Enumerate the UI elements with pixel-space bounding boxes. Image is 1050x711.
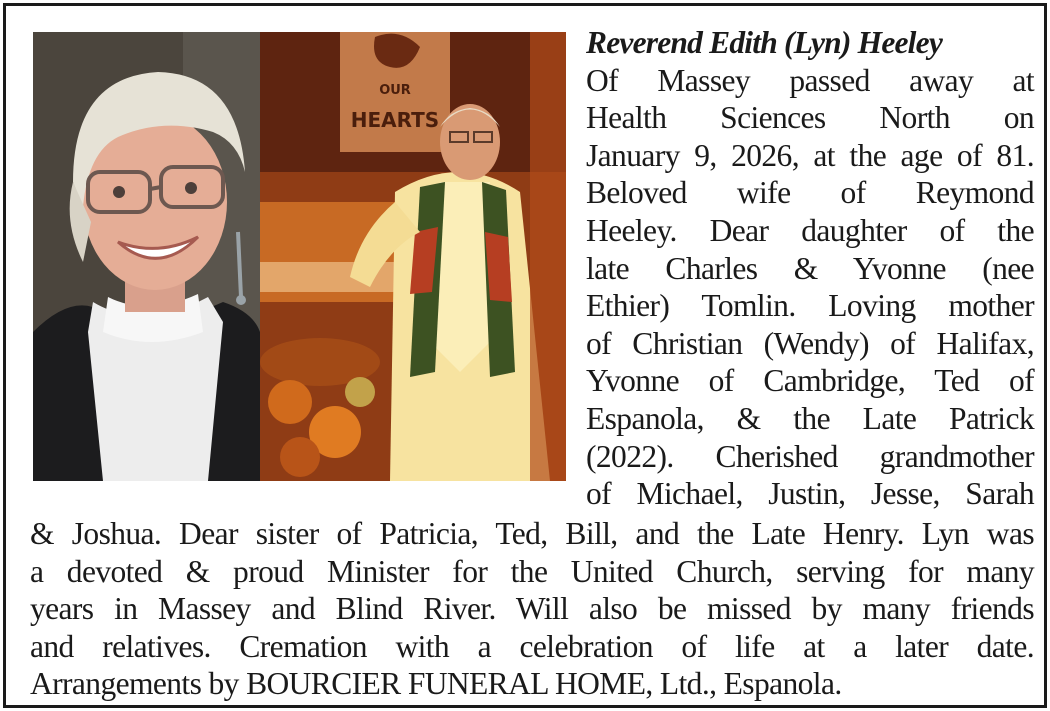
obituary-line: (2022). Cherished grandmother (586, 438, 1034, 474)
obituary-line: a devoted & proud Minister for the United Church, serving for many (30, 553, 1034, 589)
obituary-line: Heeley. Dear daughter of the (586, 212, 1034, 248)
obituary-line: Ethier) Tomlin. Loving mother (586, 288, 1034, 324)
obituary-line: & Joshua. Dear sister of Patricia, Ted, Bill, and the Late Henry. Lyn was (30, 516, 1034, 551)
obituary-line: Arrangements by BOURCIER FUNERAL HOME, Ltd., Espanola. (30, 666, 842, 702)
church-illustration (260, 32, 566, 481)
obituary-notice (3, 3, 1047, 708)
obituary-line: Yvonne of Cambridge, Ted of (586, 363, 1034, 399)
obituary-line: of Michael, Justin, Jesse, Sarah (586, 476, 1034, 512)
obituary-line: January 9, 2026, at the age of 81. (586, 137, 1034, 173)
obituary-line: Beloved wife of Reymond (586, 175, 1034, 211)
portrait-photo (33, 32, 260, 481)
obituary-line: Espanola, & the Late Patrick (586, 400, 1034, 436)
obituary-text-bottom (30, 515, 1034, 703)
obituary-name-heading: Reverend Edith (Lyn) Heeley (586, 25, 943, 60)
banner-text-hearts: HEARTS (350, 108, 440, 132)
obituary-line: years in Massey and Blind River. Will also be missed by many friends (30, 591, 1034, 627)
obituary-line: Of Massey passed away at (586, 62, 1034, 98)
obituary-line: of Christian (Wendy) of Halifax, (586, 325, 1034, 361)
obituary-line: Health Sciences North on (586, 100, 1034, 136)
church-photo (260, 32, 566, 481)
banner-text-our: OUR (379, 83, 411, 98)
obituary-text-right (586, 24, 1034, 513)
obituary-line: late Charles & Yvonne (nee (586, 250, 1034, 286)
obituary-line: and relatives. Cremation with a celebration of life at a later date. (30, 628, 1034, 664)
portrait-illustration (33, 32, 260, 481)
